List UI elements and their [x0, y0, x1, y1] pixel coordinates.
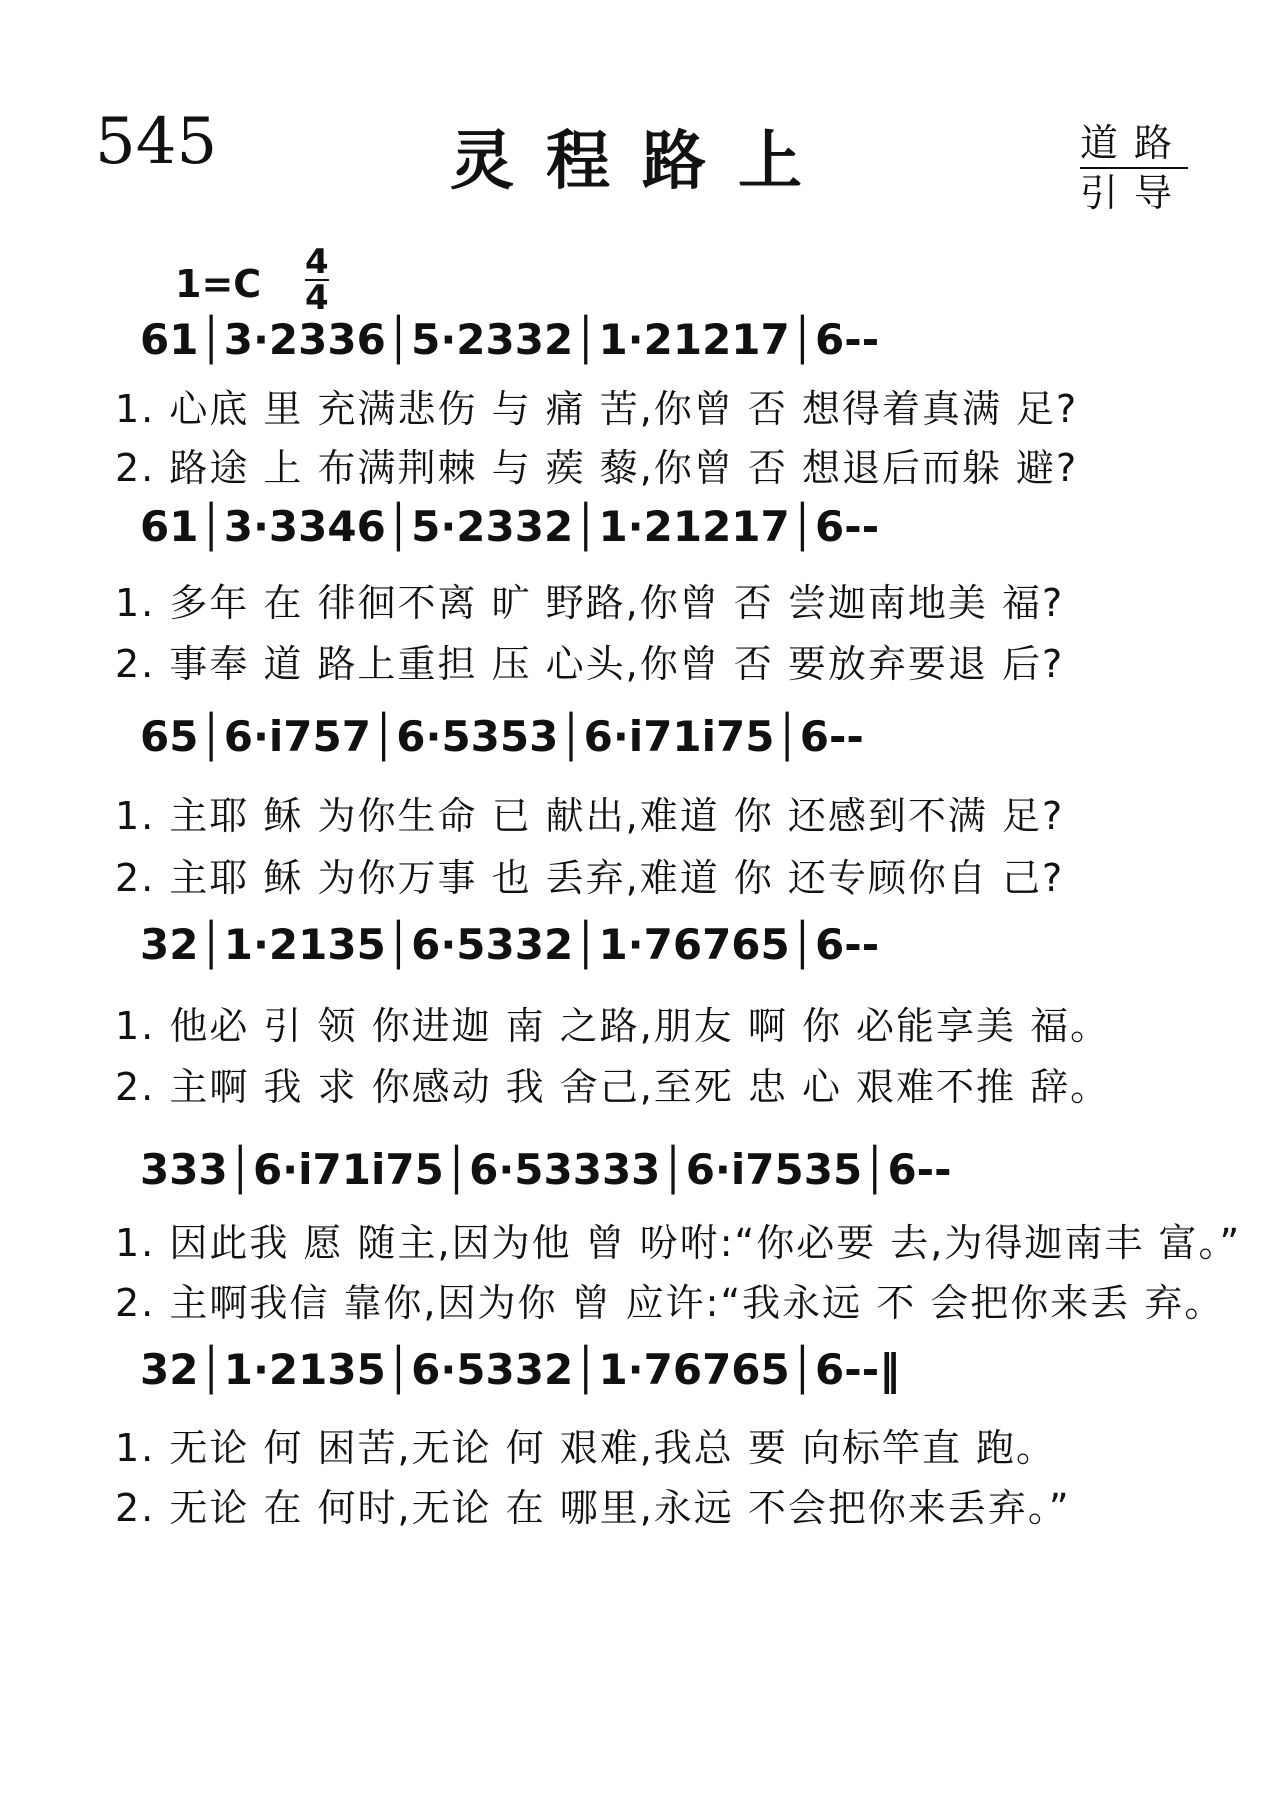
- notation-line: 32│1·2135│6·5332│1·76765│6--: [140, 920, 880, 969]
- time-signature: [305, 242, 329, 318]
- lyric-line-verse-1: 1. 主耶 稣 为你生命 已 献出,难道 你 还感到不满 足?: [115, 794, 1065, 838]
- notation-line: 65│6·i757│6·5353│6·i71i75│6--: [140, 712, 864, 761]
- category-line-2: 引导: [1080, 171, 1189, 215]
- time-signature-top: 4: [305, 242, 329, 282]
- notation-line: 333│6·i71i75│6·53333│6·i7535│6--: [140, 1145, 952, 1194]
- key-signature: 1=C: [175, 262, 262, 306]
- lyric-line-verse-2: 2. 主耶 稣 为你万事 也 丢弃,难道 你 还专顾你自 己?: [115, 856, 1065, 900]
- lyric-line-verse-2: 2. 主啊我信 靠你,因为你 曾 应许:“我永远 不 会把你来丢 弃。: [115, 1281, 1225, 1325]
- lyric-line-verse-1: 1. 他必 引 领 你进迦 南 之路,朋友 啊 你 必能享美 福。: [115, 1004, 1111, 1048]
- lyric-line-verse-1: 1. 心底 里 充满悲伤 与 痛 苦,你曾 否 想得着真满 足?: [115, 387, 1079, 431]
- notation-line: 61│3·3346│5·2332│1·21217│6--: [140, 502, 880, 551]
- song-title: 灵程路上: [450, 125, 834, 199]
- lyric-line-verse-1: 1. 因此我 愿 随主,因为他 曾 吩咐:“你必要 去,为得迦南丰 富。”: [115, 1221, 1242, 1265]
- lyric-line-verse-1: 1. 多年 在 徘徊不离 旷 野路,你曾 否 尝迦南地美 福?: [115, 581, 1065, 625]
- category-line-1: 道路: [1080, 112, 1188, 169]
- lyric-line-verse-2: 2. 路途 上 布满荆棘 与 蒺 藜,你曾 否 想退后而躲 避?: [115, 446, 1079, 490]
- lyric-line-verse-2: 2. 无论 在 何时,无论 在 哪里,永远 不会把你来丢弃。”: [115, 1486, 1071, 1530]
- lyric-line-verse-1: 1. 无论 何 困苦,无论 何 艰难,我总 要 向标竿直 跑。: [115, 1426, 1057, 1470]
- notation-line: 32│1·2135│6·5332│1·76765│6--‖: [140, 1345, 901, 1394]
- time-signature-bottom: 4: [305, 278, 329, 318]
- lyric-line-verse-2: 2. 主啊 我 求 你感动 我 舍己,至死 忠 心 艰难不推 辞。: [115, 1065, 1111, 1109]
- notation-line: 61│3·2336│5·2332│1·21217│6--: [140, 315, 880, 364]
- lyric-line-verse-2: 2. 事奉 道 路上重担 压 心头,你曾 否 要放弃要退 后?: [115, 642, 1065, 686]
- song-number: 545: [95, 105, 218, 179]
